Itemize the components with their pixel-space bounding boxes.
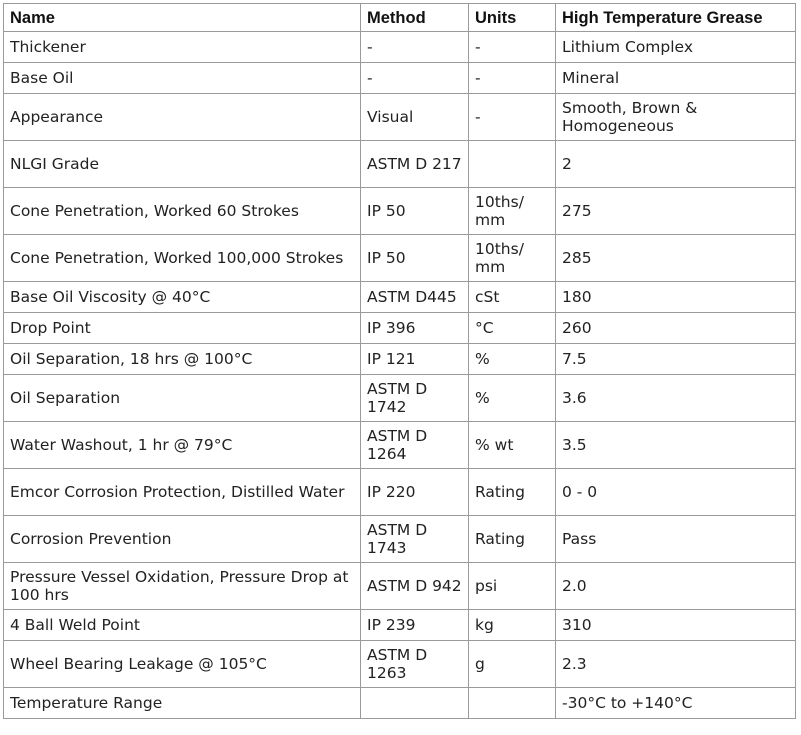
table-row	[4, 375, 796, 422]
table-row	[4, 516, 796, 563]
table-row	[4, 63, 796, 94]
cell-units	[469, 141, 556, 188]
cell-units: cSt	[469, 282, 556, 313]
table-row	[4, 188, 796, 235]
header-grease: High Temperature Grease	[556, 4, 796, 32]
cell-value: Mineral	[556, 63, 796, 94]
cell-value: 2.0	[556, 563, 796, 610]
cell-method: IP 396	[361, 313, 469, 344]
table-row	[4, 141, 796, 188]
cell-value: 275	[556, 188, 796, 235]
cell-method: ASTM D 942	[361, 563, 469, 610]
table-row	[4, 32, 796, 63]
cell-units: % wt	[469, 422, 556, 469]
table-row	[4, 235, 796, 282]
table-row	[4, 313, 796, 344]
cell-value: 285	[556, 235, 796, 282]
cell-value: Lithium Complex	[556, 32, 796, 63]
cell-name: Pressure Vessel Oxidation, Pressure Drop at 100 hrs	[4, 563, 361, 610]
cell-units: Rating	[469, 516, 556, 563]
cell-name: Base Oil Viscosity @ 40°C	[4, 282, 361, 313]
spec-table	[3, 3, 796, 719]
cell-units: -	[469, 94, 556, 141]
spec-table-container	[3, 3, 796, 719]
cell-value: 0 - 0	[556, 469, 796, 516]
cell-method: ASTM D 1264	[361, 422, 469, 469]
cell-name: Oil Separation	[4, 375, 361, 422]
table-row	[4, 344, 796, 375]
cell-value: Smooth, Brown & Homogeneous	[556, 94, 796, 141]
cell-method: IP 220	[361, 469, 469, 516]
table-row	[4, 94, 796, 141]
cell-units: 10ths/ mm	[469, 235, 556, 282]
cell-name: Temperature Range	[4, 688, 361, 719]
table-row	[4, 422, 796, 469]
cell-units: -	[469, 32, 556, 63]
cell-name: 4 Ball Weld Point	[4, 610, 361, 641]
cell-method: ASTM D 1742	[361, 375, 469, 422]
cell-method: ASTM D445	[361, 282, 469, 313]
cell-value: Pass	[556, 516, 796, 563]
cell-name: Appearance	[4, 94, 361, 141]
cell-value: 3.6	[556, 375, 796, 422]
table-row	[4, 688, 796, 719]
cell-units: 10ths/ mm	[469, 188, 556, 235]
cell-value: 310	[556, 610, 796, 641]
cell-method: IP 50	[361, 235, 469, 282]
cell-name: Corrosion Prevention	[4, 516, 361, 563]
cell-method: IP 50	[361, 188, 469, 235]
table-row	[4, 469, 796, 516]
cell-value: 7.5	[556, 344, 796, 375]
cell-units: -	[469, 63, 556, 94]
cell-value: 180	[556, 282, 796, 313]
cell-method: ASTM D 1743	[361, 516, 469, 563]
cell-value: 2.3	[556, 641, 796, 688]
cell-units: g	[469, 641, 556, 688]
table-row	[4, 563, 796, 610]
cell-method: ASTM D 1263	[361, 641, 469, 688]
cell-units: °C	[469, 313, 556, 344]
cell-method: ASTM D 217	[361, 141, 469, 188]
cell-value: -30°C to +140°C	[556, 688, 796, 719]
cell-units: kg	[469, 610, 556, 641]
cell-units: %	[469, 375, 556, 422]
cell-method: IP 121	[361, 344, 469, 375]
cell-name: Cone Penetration, Worked 60 Strokes	[4, 188, 361, 235]
cell-name: Emcor Corrosion Protection, Distilled Water	[4, 469, 361, 516]
table-row	[4, 641, 796, 688]
table-row	[4, 282, 796, 313]
cell-name: NLGI Grade	[4, 141, 361, 188]
cell-method: -	[361, 63, 469, 94]
cell-method	[361, 688, 469, 719]
header-name: Name	[4, 4, 361, 32]
cell-name: Drop Point	[4, 313, 361, 344]
cell-method: IP 239	[361, 610, 469, 641]
header-units: Units	[469, 4, 556, 32]
cell-name: Wheel Bearing Leakage @ 105°C	[4, 641, 361, 688]
header-method: Method	[361, 4, 469, 32]
cell-name: Base Oil	[4, 63, 361, 94]
cell-name: Thickener	[4, 32, 361, 63]
header-row	[4, 4, 796, 32]
cell-method: -	[361, 32, 469, 63]
cell-value: 260	[556, 313, 796, 344]
cell-method: Visual	[361, 94, 469, 141]
cell-value: 2	[556, 141, 796, 188]
cell-units: %	[469, 344, 556, 375]
cell-units: psi	[469, 563, 556, 610]
cell-name: Cone Penetration, Worked 100,000 Strokes	[4, 235, 361, 282]
cell-name: Oil Separation, 18 hrs @ 100°C	[4, 344, 361, 375]
cell-units: Rating	[469, 469, 556, 516]
table-row	[4, 610, 796, 641]
cell-value: 3.5	[556, 422, 796, 469]
cell-units	[469, 688, 556, 719]
cell-name: Water Washout, 1 hr @ 79°C	[4, 422, 361, 469]
